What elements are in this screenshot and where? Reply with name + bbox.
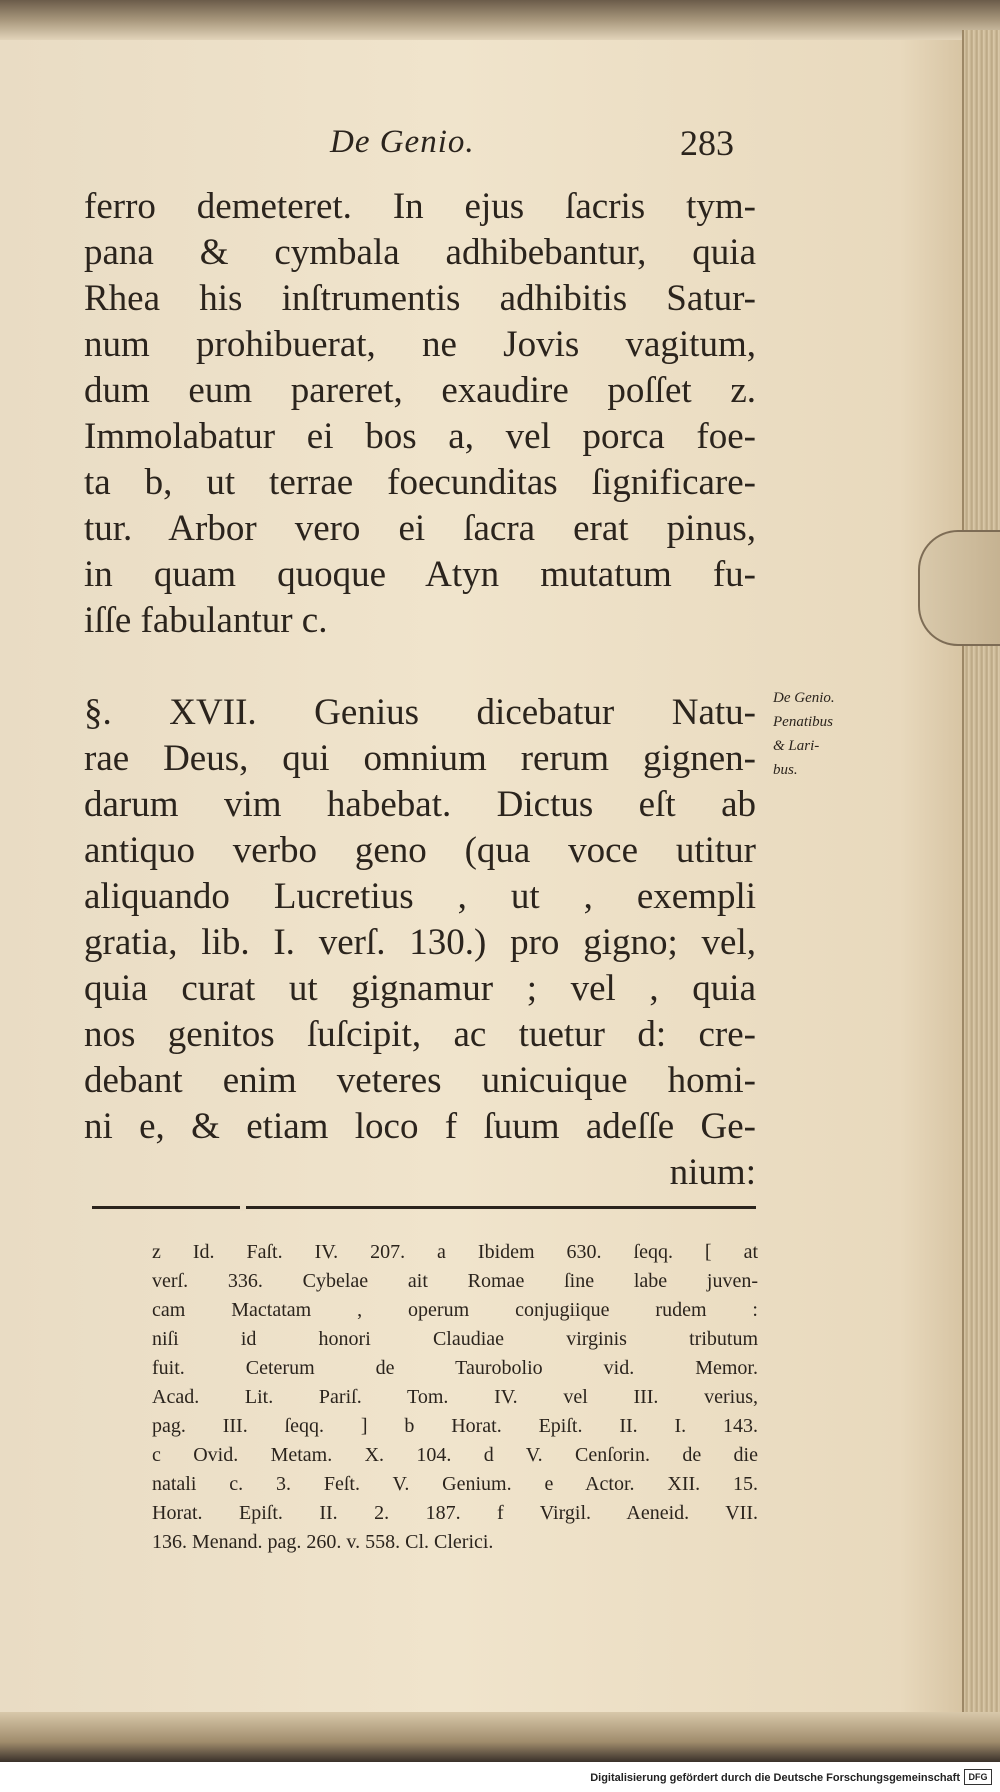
section-heading-line: §. XVII. Genius dicebatur Natu- <box>84 692 756 733</box>
footnote-line: c Ovid. Metam. X. 104. d V. Cenſorin. de die <box>152 1444 758 1466</box>
text-line: in quam quoque Atyn mutatum fu- <box>84 554 756 595</box>
text-line: ni e, & etiam loco f ſuum adeſſe Ge- <box>84 1106 756 1147</box>
footnote-line: fuit. Ceterum de Taurobolio vid. Memor. <box>152 1357 758 1379</box>
footnote-line: Acad. Lit. Pariſ. Tom. IV. vel III. verius, <box>152 1386 758 1408</box>
text-line: iſſe fabulantur c. <box>84 600 328 641</box>
page-number: 283 <box>680 123 734 163</box>
text-line: darum vim habebat. Dictus eſt ab <box>84 784 756 825</box>
footnote-line: cam Mactatam , operum conjugiique rudem : <box>152 1299 758 1321</box>
page-clip <box>918 530 1000 646</box>
text-line: Immolabatur ei bos a, vel porca foe- <box>84 416 756 457</box>
text-line: quia curat ut gignamur ; vel , quia <box>84 968 756 1009</box>
marginal-note-line: Penatibus <box>773 714 833 730</box>
text-line: ta b, ut terrae foecunditas ſignificare- <box>84 462 756 503</box>
main-text-block <box>84 184 756 1196</box>
text-line: pana & cymbala adhibebantur, quia <box>84 232 756 273</box>
page-top-edge <box>0 0 1000 40</box>
text-line: debant enim veteres unicuique homi- <box>84 1060 756 1101</box>
text-line: dum eum pareret, exaudire poſſet z. <box>84 370 756 411</box>
footnotes-block <box>152 1238 758 1557</box>
running-head: De Genio. <box>330 124 475 160</box>
text-line: nium: <box>669 1152 756 1193</box>
marginal-note-line: & Lari- <box>773 738 820 754</box>
footnote-line: verſ. 336. Cybelae ait Romae ſine labe juven- <box>152 1270 758 1292</box>
text-line: num prohibuerat, ne Jovis vagitum, <box>84 324 756 365</box>
page-fore-edge <box>962 30 1000 1730</box>
text-line: Rhea his inſtrumentis adhibitis Satur- <box>84 278 756 319</box>
text-line: antiquo verbo geno (qua voce utitur <box>84 830 756 871</box>
text-line: nos genitos ſuſcipit, ac tuetur d: cre- <box>84 1014 756 1055</box>
footnote-line: pag. III. ſeqq. ] b Horat. Epiſt. II. I. 143. <box>152 1415 758 1437</box>
footnote-line: z Id. Faſt. IV. 207. a Ibidem 630. ſeqq. [ at <box>152 1241 758 1263</box>
footnote-line: Horat. Epiſt. II. 2. 187. f Virgil. Aeneid. VII. <box>152 1502 758 1524</box>
text-line: rae Deus, qui omnium rerum gignen- <box>84 738 756 779</box>
footnote-line: natali c. 3. Feſt. V. Genium. e Actor. XII. 15. <box>152 1473 758 1495</box>
marginal-note-line: De Genio. <box>773 690 835 706</box>
text-line: tur. Arbor vero ei ſacra erat pinus, <box>84 508 756 549</box>
dfg-logo: DFG <box>964 1769 992 1785</box>
footnote-rule <box>92 1206 756 1209</box>
footnote-line: 136. Menand. pag. 260. v. 558. Cl. Clerici. <box>152 1531 494 1553</box>
marginal-note <box>773 686 835 782</box>
digitization-footer <box>0 1762 1000 1792</box>
page-bottom-edge <box>0 1712 1000 1762</box>
footnote-line: niſi id honori Claudiae virginis tributum <box>152 1328 758 1350</box>
footnote-rule-gap <box>240 1204 246 1211</box>
text-line: gratia, lib. I. verſ. 130.) pro gigno; vel, <box>84 922 756 963</box>
text-line: aliquando Lucretius , ut , exempli <box>84 876 756 917</box>
marginal-note-line: bus. <box>773 762 798 778</box>
digitization-note: Digitalisierung gefördert durch die Deutsche Forschungsgemeinschaft <box>590 1772 960 1784</box>
text-line: ferro demeteret. In ejus ſacris tym- <box>84 186 756 227</box>
